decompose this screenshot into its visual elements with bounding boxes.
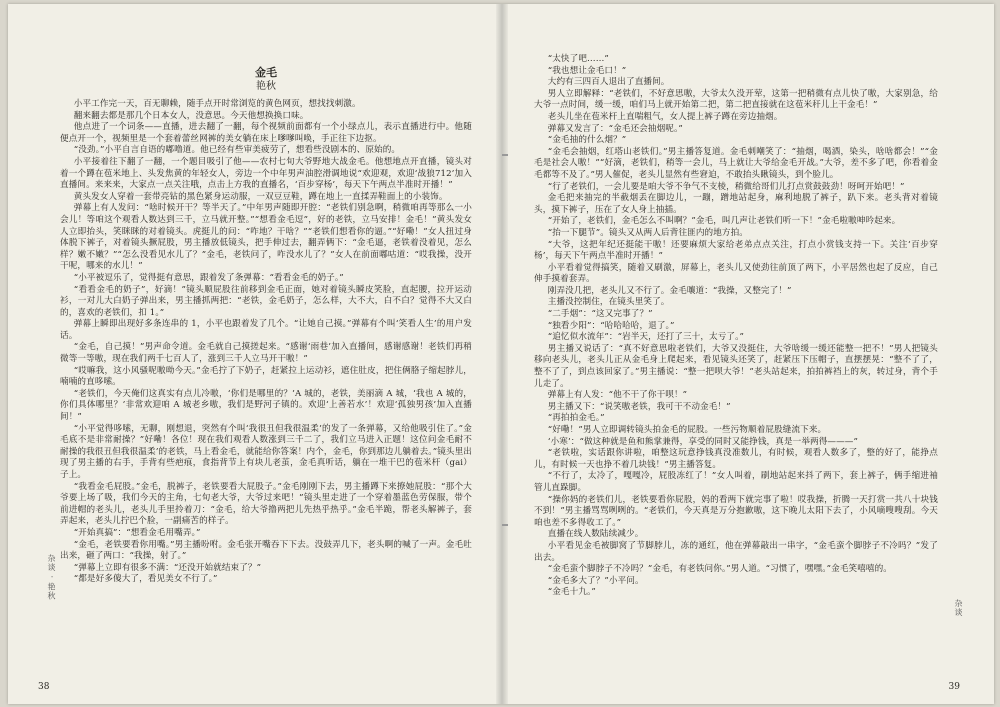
right-side-tag: 杂谈 [954,599,963,617]
paragraph: “行了老铁们，一会儿要是咱大爷不争气不支棱，稍微给哥们儿打点赏鼓鼓劲！呀呵开始吧！” [547,181,905,192]
paragraph: 小平看着觉得搞笑，随着又刷激，屏幕上，老头儿又使劲往前顶了两下，小平居然也起了反应，自己伸手摸着套弄。 [534,262,938,285]
paragraph: “小平被逗乐了，觉得挺有意思，跟着发了条弹幕：“看看金毛的奶子。” [73,272,344,283]
story-author: 艳秋 [256,81,276,92]
paragraph: 男人立即解释：“老铁们，不好意思嗷，大爷太久没开荤，这第一把稍微有点儿快了嗷，大家别急，给大爷一点时间，缓一缓，咱们马上就开始第二把，第二把直接就在这苞米秆儿上干金毛！” [534,88,938,111]
book-spread [8,4,994,704]
paragraph: 金毛把来抽完的半截烟丢在脚边儿，一蹦，蹭地站起身，麻利地脱了裤子，趴下来。老头背对着镜头，摸下裤子，压在了女人身上抽插。 [534,193,938,215]
paragraph: “金毛，自己摸！”男声命令道。金毛就自己摸搓起来。“感谢‘雨巷’加入直播间，感谢感谢！老铁们再稍微等一等嗷，现在我们两千七百人了，涨到三千人立马开干嗷！” [60,342,472,365]
paragraph: “抬一下腿节”。镜头又从两人后背往匪内的地方拍。 [547,227,749,238]
story-title: 金毛 [255,66,277,79]
left-page-body [60,99,472,586]
paragraph: “开始真搞”：“想看金毛用嘴弄。” [73,527,201,538]
paragraph: 弹幕上瞬即出现好多条连串的 1，小平也跟着发了几个。“让她自己摸。”弹幕有个叫‘笑看人生’的用户发话。 [60,319,472,341]
paragraph: 黄头发女人穿着一套带亮钻的黑色紧身运动服，一双豆豆鞋，蹲在地上一直揉弄鞋面上的小装饰。 [73,191,448,202]
paragraph: 小平接着往下翻了一翻，一个题目吸引了他——农村七旬大爷野地大战金毛。他想地点开直播，镜头对着一个蹲在苞米地上、头发焦黄的年轻女人，旁边一个中年男声油腔滑调地说“欢迎观，欢迎‘战狼712’加入直播间。来来来，大家点一点关注哦，点击上方我的直播名，‘百步穿杨’，每天下午两点半准时开播！” [60,156,472,191]
paragraph: “金毛多大了？”小平问。 [547,575,644,586]
paragraph: “操你妈的老铁们儿，老铁要看你屁股，妈的看两下就完事了啦！哎我操，折腾一天打赏一共八十块钱不到！”男主播骂骂咧咧的。“老铁们，今天真是万分抱歉嗷，这下晚儿太阳下去了，小风嘀嗖嗖刮。今天咱也差不多得收工了。” [534,494,938,528]
left-page [8,4,500,704]
paragraph: “弹幕上立即有很多不满：“还没开始就结束了？” [73,562,262,573]
paragraph: 老头儿坐在苞米杆上直喘粗气，女人提上裤子蹲在旁边抽烟。 [547,111,783,122]
paragraph: 直播在线人数陆续减少。 [547,529,644,540]
paragraph: “追忆似水流年”：“岩半天，还打了三十，太亏了。” [547,332,744,343]
paragraph: “老铁们，今天俺们这真实有点儿冷嗷，‘你们是哪里的？’A 城的，老铁，美丽滴 A 城，‘我也 A 城的，你们具体哪里？’非常欢迎咱 A 城老乡嗷，我们是野河子镇的。欢迎‘上善若水’！欢迎‘孤独男孩’加入直播间！” [60,388,472,423]
paragraph: “独看少阳”：“哈哈哈哈，退了。” [547,320,675,331]
paragraph: 男主播又说话了：“真不好意思啦老铁们，大爷又没挺住，大爷啥缓一缓还能整一把不！”男人把镜头移向老头儿，老头儿正从金毛身上爬起来，看见镜头还笑了，赶紧压下压帽子，直摆摆晃：“整不了了，整不了了，到点该回家了。”男主播说：“整一把呗大爷！”老头站起来，拍拍裤裆上的灰，转过身，背个手儿走了。 [534,343,938,389]
paragraph: 主播没控制住，在镜头里笑了。 [547,297,670,308]
paragraph: “再拍拍金毛。” [547,413,605,424]
paragraph: “看看金毛的奶子”，好滴！”镜头顺屁股往前移到金毛正面，她对着镜头瞬皮笑脸，直起腰，拉开运动衫，一对儿大白奶子弹出来，男主播抓两把：“老铁，金毛奶子，怎么样，大不大，白不白？觉得不大又白的，喜欢的老铁们，扣 1。” [60,284,472,318]
paragraph: 弹幕上有人发：“他不干了你干呗！” [547,390,688,401]
paragraph: “金毛抽的什么烟？” [547,135,627,146]
paragraph: “都是好多傻大了，看见美女不行了。” [73,574,218,585]
paragraph: 翻来翻去都是那几个日本女人，没意思。今天他想换换口味。 [73,110,309,121]
right-page [502,4,994,704]
paragraph: “金毛蛮个脚脖子不冷吗？”金毛，有老铁问你。”男人道。“习惯了，嘿嘿。”金毛笑嘻嘻的。 [547,564,892,575]
paragraph: “好嘞！”男人立即调转镜头拍金毛的屁股。一些污物顺着屁股缝流下来。 [547,425,827,435]
paragraph: “太快了吧……” [547,54,609,64]
paragraph: 他点进了一个词条——直播，进去翻了一翻，每个视频前面都有一个小绿点儿，表示直播进行中。他随便点开一个，视频里是一个套着蕾丝网裤的美女躺在床上嗲嗲叫唤，手正往下边抠。 [60,122,472,144]
paragraph: “没劲。”小平自言自语的嘟噜道。他已经有些审美疲劳了，想看些没剧本的、原始的。 [73,145,401,156]
paragraph: “小平觉得哆嗦，无聊，刚想退，突然有个叫‘我很丑但我很温柔’的发了一条弹幕，又给他吸引住了。”金毛底不是非常耐操？”好嘞！各位！现在我们观看人数涨到三千二了，我们立马进入正题！这位问金毛耐不耐操的我很丑但我很温柔’的老铁，马上看金毛，就能给你答案！内个，金毛，你到那边儿躺着去。”镜头里出现了男主播的右手，手背有些疤痕，食指背节上有块儿老茧，金毛真听话，躺在一堆干巴的苞米杆（gai）子上。 [60,423,472,480]
paragraph: 男主播又下：“说笑嗷老铁，我可干不动金毛！” [547,401,731,412]
paragraph: 小平看见金毛被脚窝了节脚脖儿，冻的通红，他在弹幕敲出一串字，“金毛蛮个脚脖子不冷吗？”发了出去。 [534,540,938,563]
paragraph: “金毛十九。” [547,587,596,598]
paragraph: 大约有三四百人退出了直播间。 [547,77,670,88]
paragraph: “二手烟”：“这又完事了？” [547,309,653,320]
paragraph: “我也想让金毛口！” [547,65,627,76]
paragraph: 刚弄没几把，老头儿又不行了。金毛嚷道：“我操，又整完了！” [547,285,792,296]
right-page-body [534,54,938,599]
paragraph: 弹幕又发言了：“金毛还会抽烟呢。” [547,123,683,134]
paragraph: 小平工作完一天，百无聊赖，随手点开时常浏览的黄色网页，想找找刺激。 [73,99,361,109]
right-page-number: 39 [948,682,960,692]
left-page-number: 38 [38,682,50,692]
paragraph: “开始了，老铁们，金毛怎么不叫啊？”金毛，叫几声让老铁们听一下！”金毛啦嗷呻吟起来。 [547,216,901,227]
paragraph: “老铁啦，实话跟你讲啦，咱整这玩意挣钱真没准数儿，有时候，观看人数多了，整的好了，能挣点儿，有时候一天也挣不着几块钱！”男主播答复。 [534,448,938,470]
paragraph: “金毛，老铁要看你用嘴。”男主播吩咐。金毛张开嘴吞下下去。没鼓弄几下，老头啊的喊了一声。金毛吐出来，砸了两口：“我操，射了。” [60,539,472,562]
left-side-tag: 杂谈 · 艳秋 [47,554,56,601]
paragraph: ‘小寒’：“做这种就是鱼和熊掌兼得，享受的同时又能挣钱，真是一举两得———” [547,436,858,447]
paragraph: “哎嘛我，这小风骚呢嗷呦今天。”金毛拧了下奶子，赶紧拉上运动衫，遮住肚皮，把住俩胳子缩起脖儿，喃喃的直哆嗦。 [60,365,472,388]
paragraph: “我看金毛屁股。”金毛，脱裤子，老铁要看大屁股子。”金毛刚刚下去，男主播蹲下来撩她屁股：“那个大爷要上场了吸，我们今天的主角，七旬老大爷，大爷过来吧！”镜头里走进了一个穿着墨蓝色劳保服，带个前进帽的老头儿，老头儿手里拎着刀：“金毛，给大爷撸两把儿先热乎热乎。”金毛半跪，帮老头解裤子，套弄起来，老头儿拧巴个脸，一副痛苦的样子。 [60,481,472,527]
paragraph: “金毛会抽烟，红塔山老铁们。”男主播答复道。金毛刺嘲笑了：“抽烟，喝酒，染头，啥啥都会！”“金毛是社会人嗷！”“好滴，老铁们，稍等一会儿，马上就让大爷给金毛开战。”大爷，差不多了吧，你看着金毛都等不及了。”男人催促，老头儿显然有些窘迫，不敢抬头瞅镜头，到个脸儿。 [534,146,938,180]
paragraph: “不行了，太冷了，嘎嘎冷，屁股冻红了！”女人叫着，刷地站起来抖了两下，套上裤子，俩手缩进袖管儿直跺脚。 [534,471,938,493]
paragraph: 弹幕上有人发问：“啥时候开干？等半天了。”中年男声随即开腔：“老铁们别急啊，稍微咱再等那么一小会儿！等咱这个观看人数达到三千，立马就开整。”“想看金毛逗”，好的老铁，立马安排！金毛！”黄头发女人立即抬头，笑眯眯的对着镜头。虎挺儿的问：“咋地？干啥？”“老铁们想看你的逼。”“好嘞！”女人扭过身体脱下裤子，对着镜头撅屁股，男主播放低镜头，把手伸过去，翻弄俩下：“金毛逼，老铁着没着见，怎么样？嫩不嫩？”“怎么没看见水儿了？”金毛，老铁问了，咋没水儿了？”女人在前面嘟咕道：“哎我操，没开干呢，哪来的水儿！” [60,203,472,272]
paragraph: “大爷，这把年纪还挺能干嗷！还要麻烦大家给老弟点点关注，打点小赏钱支持一下。关注‘百步穿杨’，每天下午两点半准时开播！” [534,239,938,262]
